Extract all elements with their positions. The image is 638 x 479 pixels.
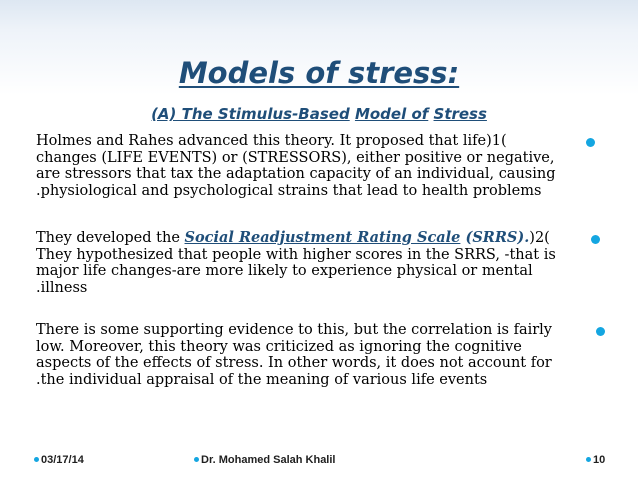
- bullet-icon: [586, 457, 591, 462]
- paragraph-line: .illness: [36, 279, 88, 296]
- subtitle-part-2: Model of: [354, 105, 429, 123]
- bullet-icon: [586, 138, 595, 147]
- paragraph-line: .the individual appraisal of the meaning of various life events: [36, 371, 488, 388]
- paragraph-line: [36, 230, 576, 247]
- paragraph-1: [36, 133, 576, 199]
- paragraph-text: They developed the: [36, 230, 185, 246]
- paragraph-line: are stressors that tax the adaptation capacity of an individual, causing: [36, 166, 556, 182]
- page-number-text: 10: [593, 454, 606, 466]
- footer-page-number: [586, 454, 605, 466]
- paragraph-line: changes (LIFE EVENTS) or (STRESSORS), either positive or negative,: [36, 149, 555, 166]
- slide-title: Models of stress:: [178, 56, 460, 90]
- paragraph-line: low. Moreover, this theory was criticized as ignoring the cognitive: [36, 338, 522, 355]
- subtitle-part-3: Stress: [433, 105, 487, 123]
- paragraph-line: They hypothesized that people with higher scores in the SRRS, -that is: [36, 246, 556, 263]
- paragraph-line: There is some supporting evidence to this, but the correlation is fairly: [36, 322, 552, 338]
- footer-author: [194, 454, 335, 466]
- slide-subtitle: [0, 105, 638, 123]
- paragraph-line: major life changes-are more likely to experience physical or mental: [36, 263, 533, 279]
- paragraph-text: )2(: [529, 230, 550, 246]
- paragraph-line: Holmes and Rahes advanced this theory. It proposed that life)1(: [36, 133, 507, 149]
- subtitle-part-1: (A) The Stimulus-Based: [151, 105, 350, 123]
- footer-date-text: 03/17/14: [41, 454, 84, 466]
- paragraph-3: [36, 322, 576, 388]
- paragraph-line: .physiological and psychological strains that lead to health problems: [36, 182, 542, 199]
- bullet-icon: [591, 235, 600, 244]
- paragraph-line: aspects of the effects of stress. In other words, it does not account for: [36, 355, 552, 371]
- bullet-icon: [194, 457, 199, 462]
- bullet-icon: [596, 327, 605, 336]
- paragraph-2: [36, 230, 576, 296]
- srrs-scale-name: Social Readjustment Rating Scale: [184, 229, 461, 246]
- bullet-icon: [34, 457, 39, 462]
- footer-date: [34, 454, 84, 466]
- footer-author-text: Dr. Mohamed Salah Khalil: [201, 454, 336, 466]
- srrs-abbreviation: (SRRS).: [460, 229, 530, 246]
